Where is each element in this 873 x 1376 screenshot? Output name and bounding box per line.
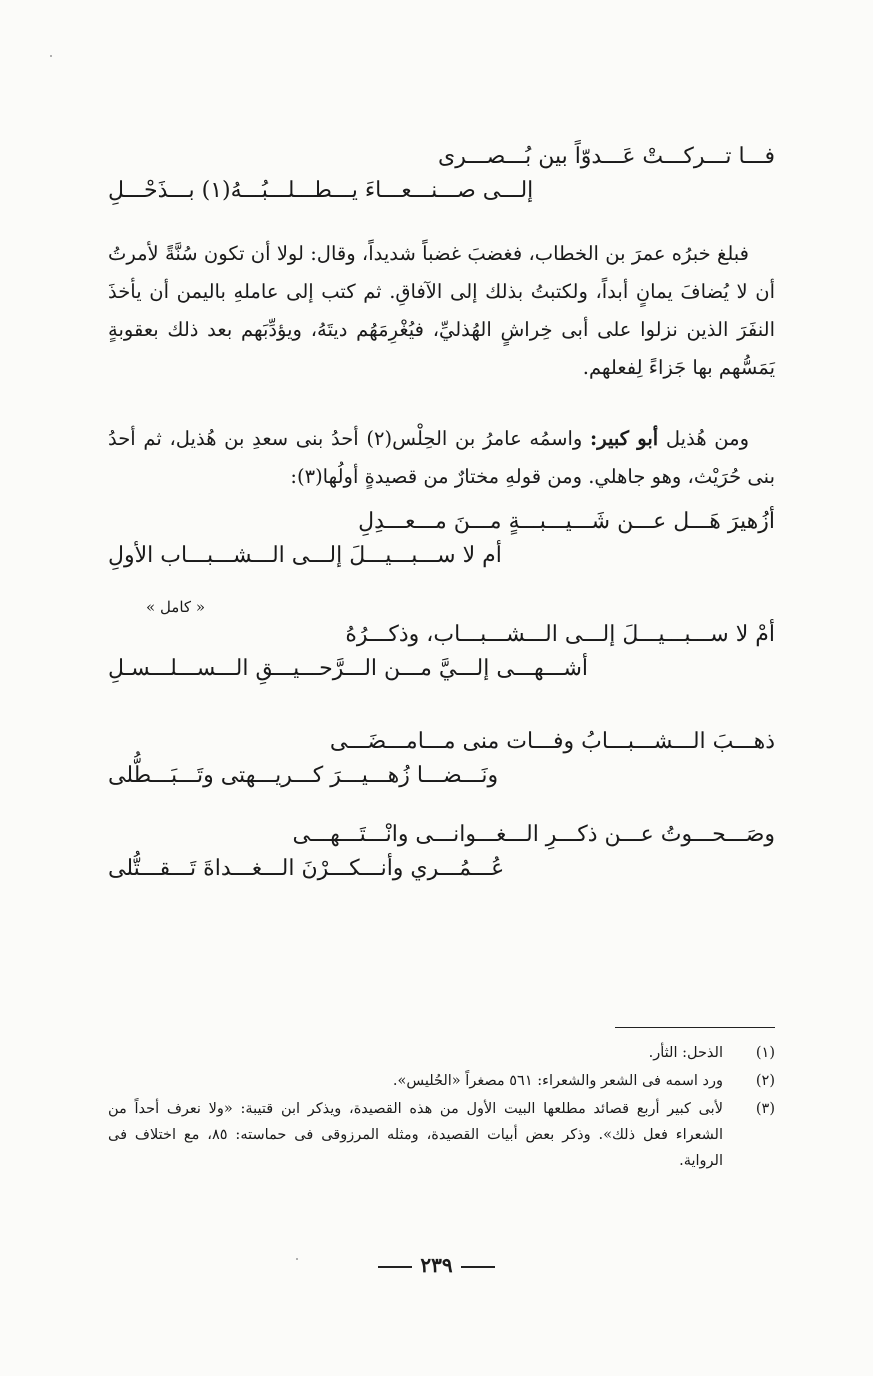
verse-hemistich-second: عُـــمُـــري وأنـــكـــرْنَ الـــغـــداةَ تَـــقـــتُّلى <box>108 856 505 882</box>
footnote-number: (٣) <box>755 1101 775 1117</box>
footnote-number: (١) <box>755 1045 775 1061</box>
verse-hemistich-second: أم لا ســـبـــيـــلَ إلـــى الـــشـــبـــاب الأولِ <box>108 543 502 569</box>
page-number-value: ٢٣٩ <box>420 1253 453 1277</box>
page-number-dash <box>378 1266 412 1268</box>
meter-label: « كامل » <box>146 598 205 616</box>
verse-hemistich-first: ذهـــبَ الـــشـــبـــابُ وفـــات منى مـــامـــضَـــى <box>329 729 775 754</box>
prose-paragraph-1 <box>108 235 775 387</box>
poem-verse-4 <box>108 725 775 793</box>
poet-name: أبو كبير: <box>590 427 659 450</box>
verse-hemistich-first: أزُهيرَ هَـــل عـــن شَـــيـــبـــةٍ مـــنَ مـــعـــدِلِ <box>358 509 775 534</box>
verse-hemistich-second: إلـــى صـــنـــعـــاءَ يـــطـــلـــبُـــهُ(١) بـــذَحْـــلِ <box>108 178 534 204</box>
page-number <box>0 1253 873 1277</box>
footnote-item <box>108 1068 775 1094</box>
poem-verse-2 <box>108 505 775 573</box>
verse-hemistich-first: أمْ لا ســـبـــيـــلَ إلـــى الـــشـــبـــاب، وذكـــرُهُ <box>345 622 775 647</box>
footnotes <box>108 1040 775 1176</box>
footnote-item <box>108 1096 775 1174</box>
scan-speck <box>50 55 52 57</box>
scan-speck <box>296 1258 298 1260</box>
footnote-number: (٢) <box>755 1073 775 1089</box>
paragraph-text: فبلغ خبرُه عمرَ بن الخطاب، فغضبَ غضباً شديداً، وقال: لولا أن تكون سُنَّةً لأمرتُ أن لا يُضافَ يمانٍ أبداً، ولكتبتُ بذلك إلى الآفاقِ. ثم كتب إلى عاملهِ باليمن أن يأخذَ النفَرَ الذين نزلوا على أبى خِراشٍ الهُذليِّ، فيُغْرِمَهُم ديتَهُ، ويؤدِّبَهم بعد ذلك بعقوبةٍ يَمَسُّهم بها جَزاءً لِفعلهم. <box>108 242 775 379</box>
footnote-text: لأبى كبير أربع قصائد مطلعها البيت الأول من هذه القصيدة، ويذكر ابن قتيبة: «ولا نعرف أحداً من الشعراء فعل ذلك». وذكر بعض أبيات القصيدة، ومثله المرزوقى فى حماسته: ٨٥، مع اختلاف فى الرواية. <box>108 1101 724 1169</box>
poem-verse-5 <box>108 818 775 886</box>
verse-hemistich-first: فـــا تـــركـــتْ عَـــدوّاً بين بُـــصـــرى <box>437 144 775 169</box>
page-number-dash <box>461 1266 495 1268</box>
verse-hemistich-second: أشـــهـــى إلـــيَّ مـــن الـــرَّحـــيـــقِ الـــســـلـــسـلِ <box>108 656 589 682</box>
poem-verse-1 <box>108 140 775 208</box>
paragraph-text: واسمُه عامرُ بن الحِلْس(٢) أحدُ بنى سعدِ بن هُذيل، ثم أحدُ بنى حُرَيْث، وهو جاهلي. ومن قولهِ مختارٌ من قصيدةٍ أولُها(٣): <box>108 427 775 488</box>
prose-paragraph-2 <box>108 420 775 496</box>
footnote-text: ورد اسمه فى الشعر والشعراء: ٥٦١ مصغراً «الحُليس». <box>392 1073 723 1089</box>
footnote-divider <box>615 1027 775 1028</box>
paragraph-lead: ومن هُذيل <box>658 427 749 450</box>
poem-verse-3 <box>108 618 775 686</box>
verse-hemistich-second: ونَـــضـــا زُهـــيـــرَ كـــريـــهتى وتَـــبَـــطُّلى <box>108 763 499 789</box>
footnote-item <box>108 1040 775 1066</box>
verse-hemistich-first: وصَـــحـــوتُ عـــن ذكـــرِ الـــغـــوانـــى وانْـــتَـــهـــى <box>292 822 775 847</box>
footnote-text: الذحل: الثأر. <box>648 1045 723 1061</box>
